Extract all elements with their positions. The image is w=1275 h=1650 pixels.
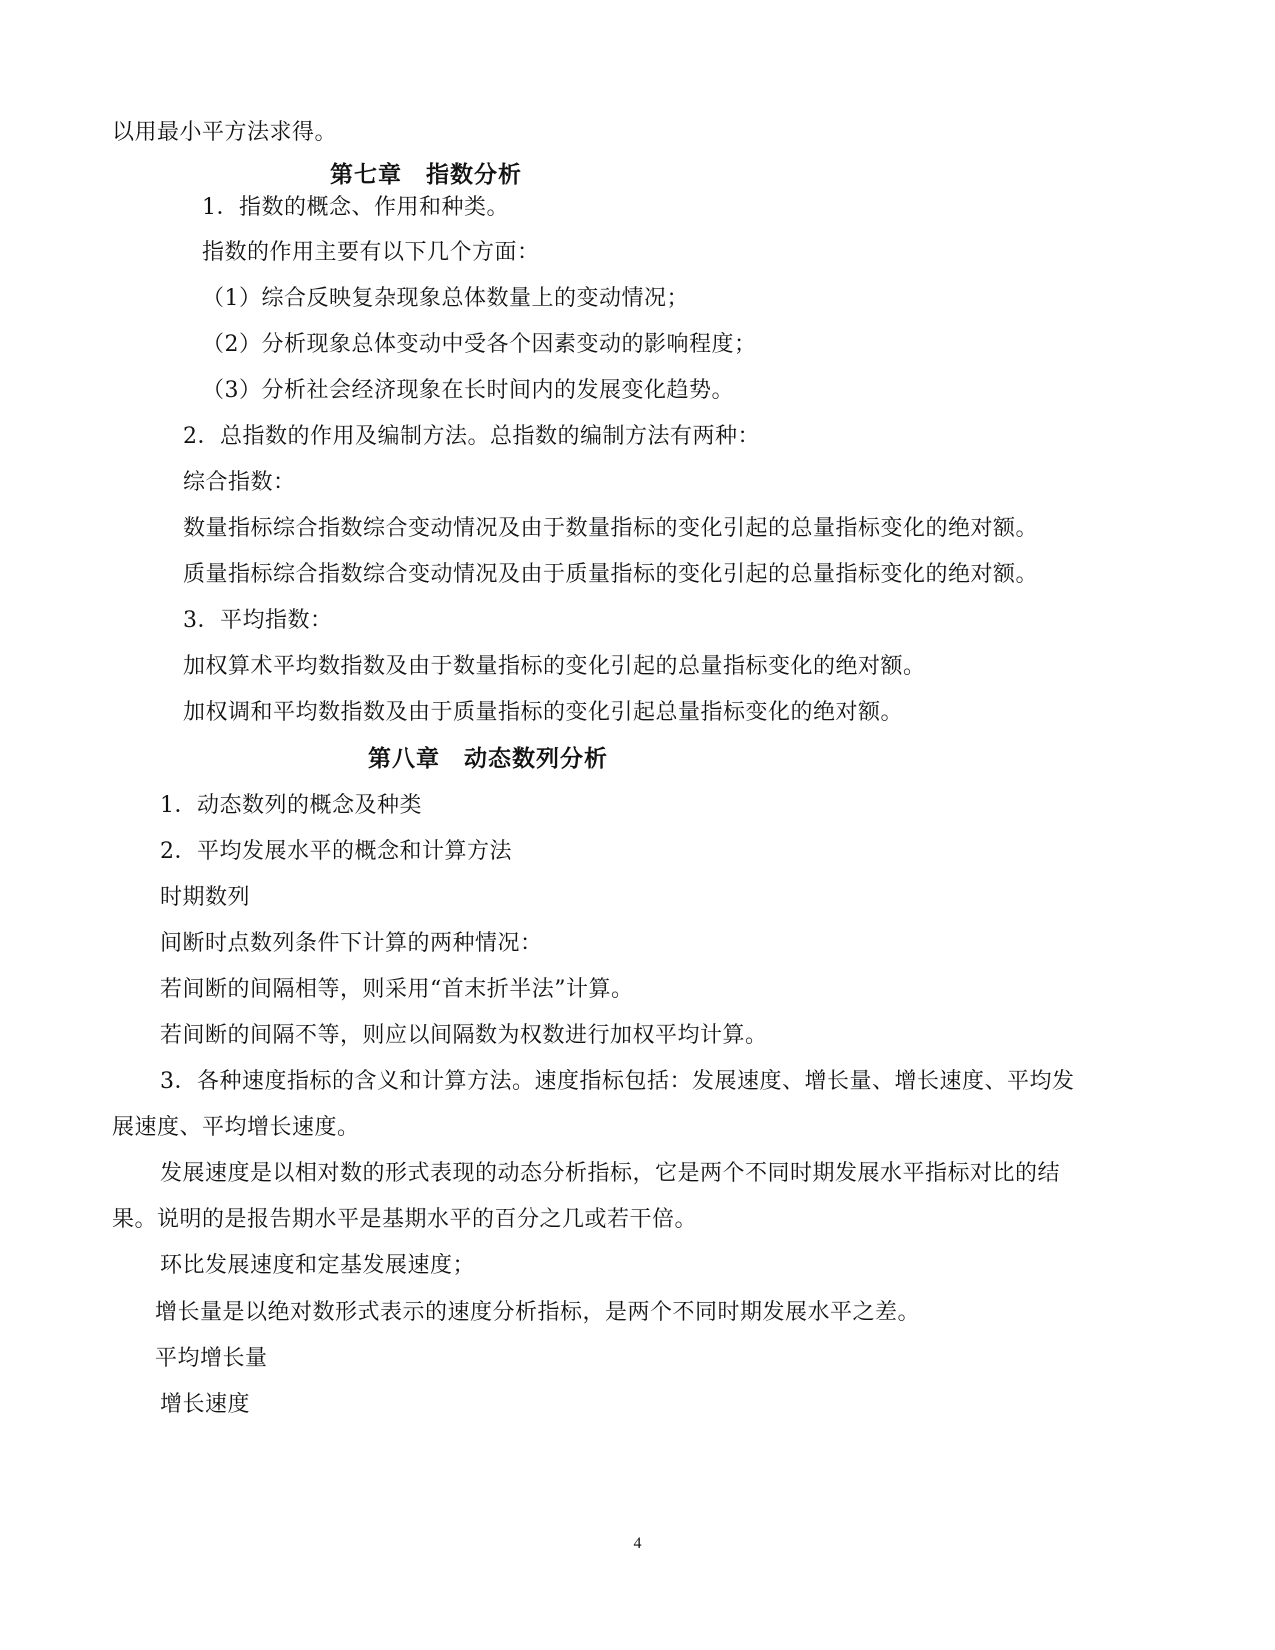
ch7-function-3: （3）分析社会经济现象在长时间内的发展变化趋势。 (202, 378, 734, 403)
ch7-quantity-index-text: 数量指标综合指数综合变动情况及由于数量指标的变化引起的总量指标变化的绝对额。 (183, 516, 1039, 541)
ch8-period-series: 时期数列 (160, 885, 251, 910)
ch8-item-1: 1．动态数列的概念及种类 (160, 793, 422, 818)
ch8-equal-interval-case: 若间断的间隔相等，则采用“首末折半法”计算。 (160, 977, 634, 1002)
ch8-development-speed-text: 发展速度是以相对数的形式表现的动态分析指标，它是两个不同时期发展水平指标对比的结 (160, 1161, 1061, 1186)
text-line-continuation: 以用最小平方法求得。 (112, 120, 338, 145)
chapter-8-heading: 第八章 动态数列分析 (368, 746, 608, 772)
ch7-harmonic-mean-index: 加权调和平均数指数及由于质量指标的变化引起总量指标变化的绝对额。 (183, 700, 904, 725)
ch7-arithmetic-mean-index: 加权算术平均数指数及由于数量指标的变化引起的总量指标变化的绝对额。 (183, 654, 926, 679)
ch8-average-growth-amount: 平均增长量 (155, 1346, 268, 1371)
ch8-item-3-continued: 展速度、平均增长速度。 (112, 1115, 360, 1140)
ch8-point-series-cases: 间断时点数列条件下计算的两种情况： (160, 931, 543, 956)
ch7-function-1: （1）综合反映复杂现象总体数量上的变动情况； (202, 286, 689, 311)
ch8-item-3: 3．各种速度指标的含义和计算方法。速度指标包括：发展速度、增长量、增长速度、平均发 (160, 1069, 1075, 1094)
ch7-item-3: 3．平均指数： (183, 608, 333, 633)
ch8-chain-fixed-base-speed: 环比发展速度和定基发展速度； (160, 1253, 476, 1278)
ch7-index-functions-intro: 指数的作用主要有以下几个方面： (202, 240, 540, 265)
ch7-composite-index-label: 综合指数： (183, 470, 296, 495)
ch8-growth-amount-text: 增长量是以绝对数形式表示的速度分析指标，是两个不同时期发展水平之差。 (155, 1300, 921, 1325)
ch8-item-2: 2．平均发展水平的概念和计算方法 (160, 839, 512, 864)
ch8-development-speed-continued: 果。说明的是报告期水平是基期水平的百分之几或若干倍。 (112, 1207, 698, 1232)
ch8-unequal-interval-case: 若间断的间隔不等，则应以间隔数为权数进行加权平均计算。 (160, 1023, 768, 1048)
ch7-item-2: 2．总指数的作用及编制方法。总指数的编制方法有两种： (183, 424, 760, 449)
page-number: 4 (633, 1535, 642, 1552)
ch7-item-1: 1．指数的概念、作用和种类。 (202, 195, 509, 220)
ch7-function-2: （2）分析现象总体变动中受各个因素变动的影响程度； (202, 332, 757, 357)
ch8-growth-speed: 增长速度 (160, 1392, 251, 1417)
ch7-quality-index-text: 质量指标综合指数综合变动情况及由于质量指标的变化引起的总量指标变化的绝对额。 (183, 562, 1039, 587)
chapter-7-heading: 第七章 指数分析 (330, 162, 522, 188)
